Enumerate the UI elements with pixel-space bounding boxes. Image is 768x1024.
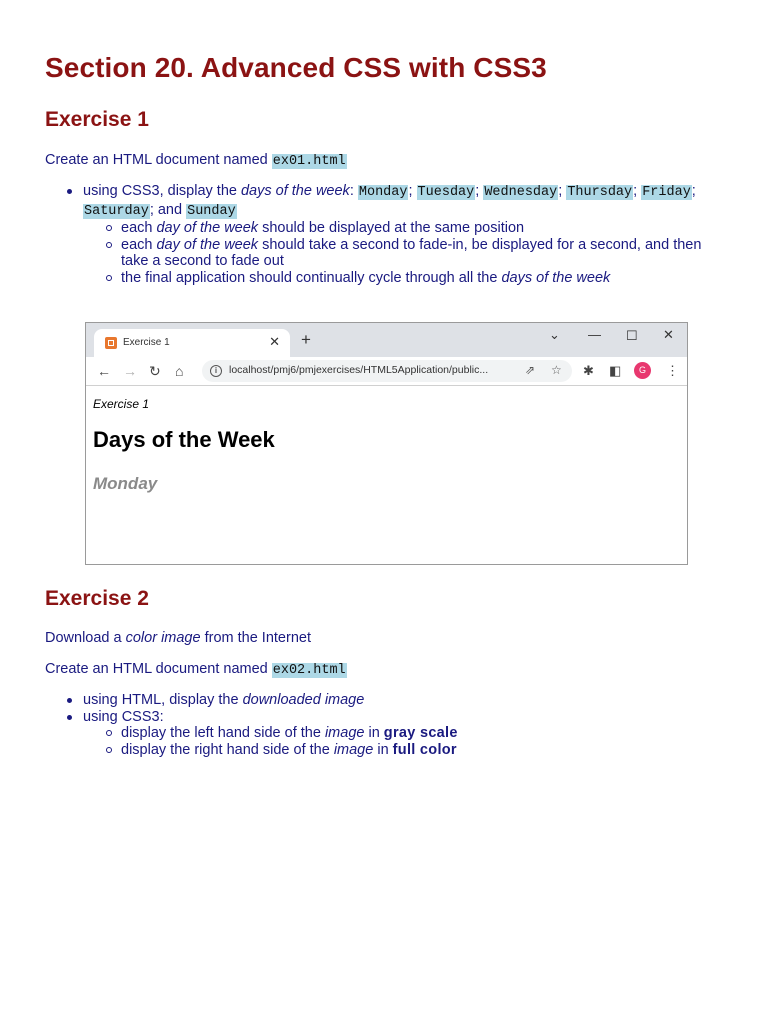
exercise-2-sublist xyxy=(83,725,458,758)
side-panel-icon[interactable]: ◧ xyxy=(609,363,622,378)
list-item: each day of the week should take a second to fade-in, be displayed for a second, and then take a second to fade out xyxy=(121,237,725,270)
home-icon[interactable]: ⌂ xyxy=(175,363,184,379)
list-item: display the right hand side of the image in full color xyxy=(121,741,457,758)
close-window-icon[interactable]: ✕ xyxy=(663,327,674,342)
list-item: display the left hand side of the image in gray scale xyxy=(121,725,458,741)
day-code: Sunday xyxy=(187,203,236,219)
browser-tab[interactable] xyxy=(94,329,290,357)
kebab-menu-icon[interactable]: ⋮ xyxy=(666,363,679,378)
close-tab-icon[interactable]: ✕ xyxy=(269,334,280,349)
exercise-2-heading: Exercise 2 xyxy=(45,587,149,610)
share-icon[interactable]: ⇗ xyxy=(525,363,536,377)
profile-avatar[interactable]: G xyxy=(634,362,651,379)
address-bar[interactable] xyxy=(202,360,572,382)
site-info-icon[interactable]: i xyxy=(210,365,222,377)
tab-title: Exercise 1 xyxy=(123,337,170,348)
bookmark-star-icon[interactable]: ☆ xyxy=(551,363,562,377)
tab-search-chevron-icon[interactable]: ⌄ xyxy=(549,327,560,342)
list-item: the final application should continually cycle through all the days of the week xyxy=(121,270,725,287)
reload-icon[interactable]: ↻ xyxy=(149,363,161,379)
new-tab-icon[interactable]: + xyxy=(301,330,311,349)
day-code: Tuesday xyxy=(417,185,475,200)
exercise-1-sublist xyxy=(83,220,725,286)
forward-arrow-icon[interactable]: → xyxy=(123,363,137,379)
browser-screenshot xyxy=(85,322,688,565)
url-text[interactable]: localhost/pmj6/pmjexercises/HTML5Application/public... xyxy=(229,364,489,376)
exercise-1-intro: Create an HTML document named ex01.html xyxy=(45,152,346,169)
back-arrow-icon[interactable]: ← xyxy=(97,363,111,379)
exercise-1-heading: Exercise 1 xyxy=(45,108,149,131)
exercise-2-line-2: Create an HTML document named ex02.html xyxy=(45,661,346,678)
section-title: Section 20. Advanced CSS with CSS3 xyxy=(45,52,547,83)
extensions-puzzle-icon[interactable]: ✱ xyxy=(583,363,594,378)
xampp-favicon-icon xyxy=(105,337,117,349)
day-code: Saturday xyxy=(84,203,149,219)
day-code: Monday xyxy=(358,185,408,200)
day-code: Friday xyxy=(642,185,691,200)
list-item: using CSS3: display the left hand side of the image in gray scale display the right hand side of the image in full color xyxy=(83,708,458,758)
list-item: using CSS3, display the days of the week: Monday; Tuesday; Wednesday; Thursday; Friday; Saturday; and Sunday each day of the week should be displayed at the same position each day of the week should take a second to fade-in, be displayed for a second, and then take a second to fade out the final application should continually cycle through all the days of the week xyxy=(83,183,725,286)
filename-code: ex02.html xyxy=(272,663,346,678)
page-small-title: Exercise 1 xyxy=(93,397,150,411)
browser-toolbar xyxy=(86,357,687,386)
day-code: Wednesday xyxy=(484,185,558,200)
list-item: using HTML, display the downloaded image xyxy=(83,692,458,709)
filename-code: ex01.html xyxy=(272,154,346,169)
day-code: Thursday xyxy=(567,185,633,200)
exercise-2-line-1: Download a color image from the Internet xyxy=(45,630,311,646)
day-of-week-text: Monday xyxy=(93,474,158,493)
exercise-2-list xyxy=(45,692,458,758)
list-item: each day of the week should be displayed at the same position xyxy=(121,220,725,237)
page-heading: Days of the Week xyxy=(93,427,275,452)
maximize-icon[interactable]: ☐ xyxy=(626,328,638,343)
minimize-icon[interactable]: — xyxy=(588,327,601,342)
exercise-1-list xyxy=(45,183,725,286)
tab-bar xyxy=(86,323,687,357)
